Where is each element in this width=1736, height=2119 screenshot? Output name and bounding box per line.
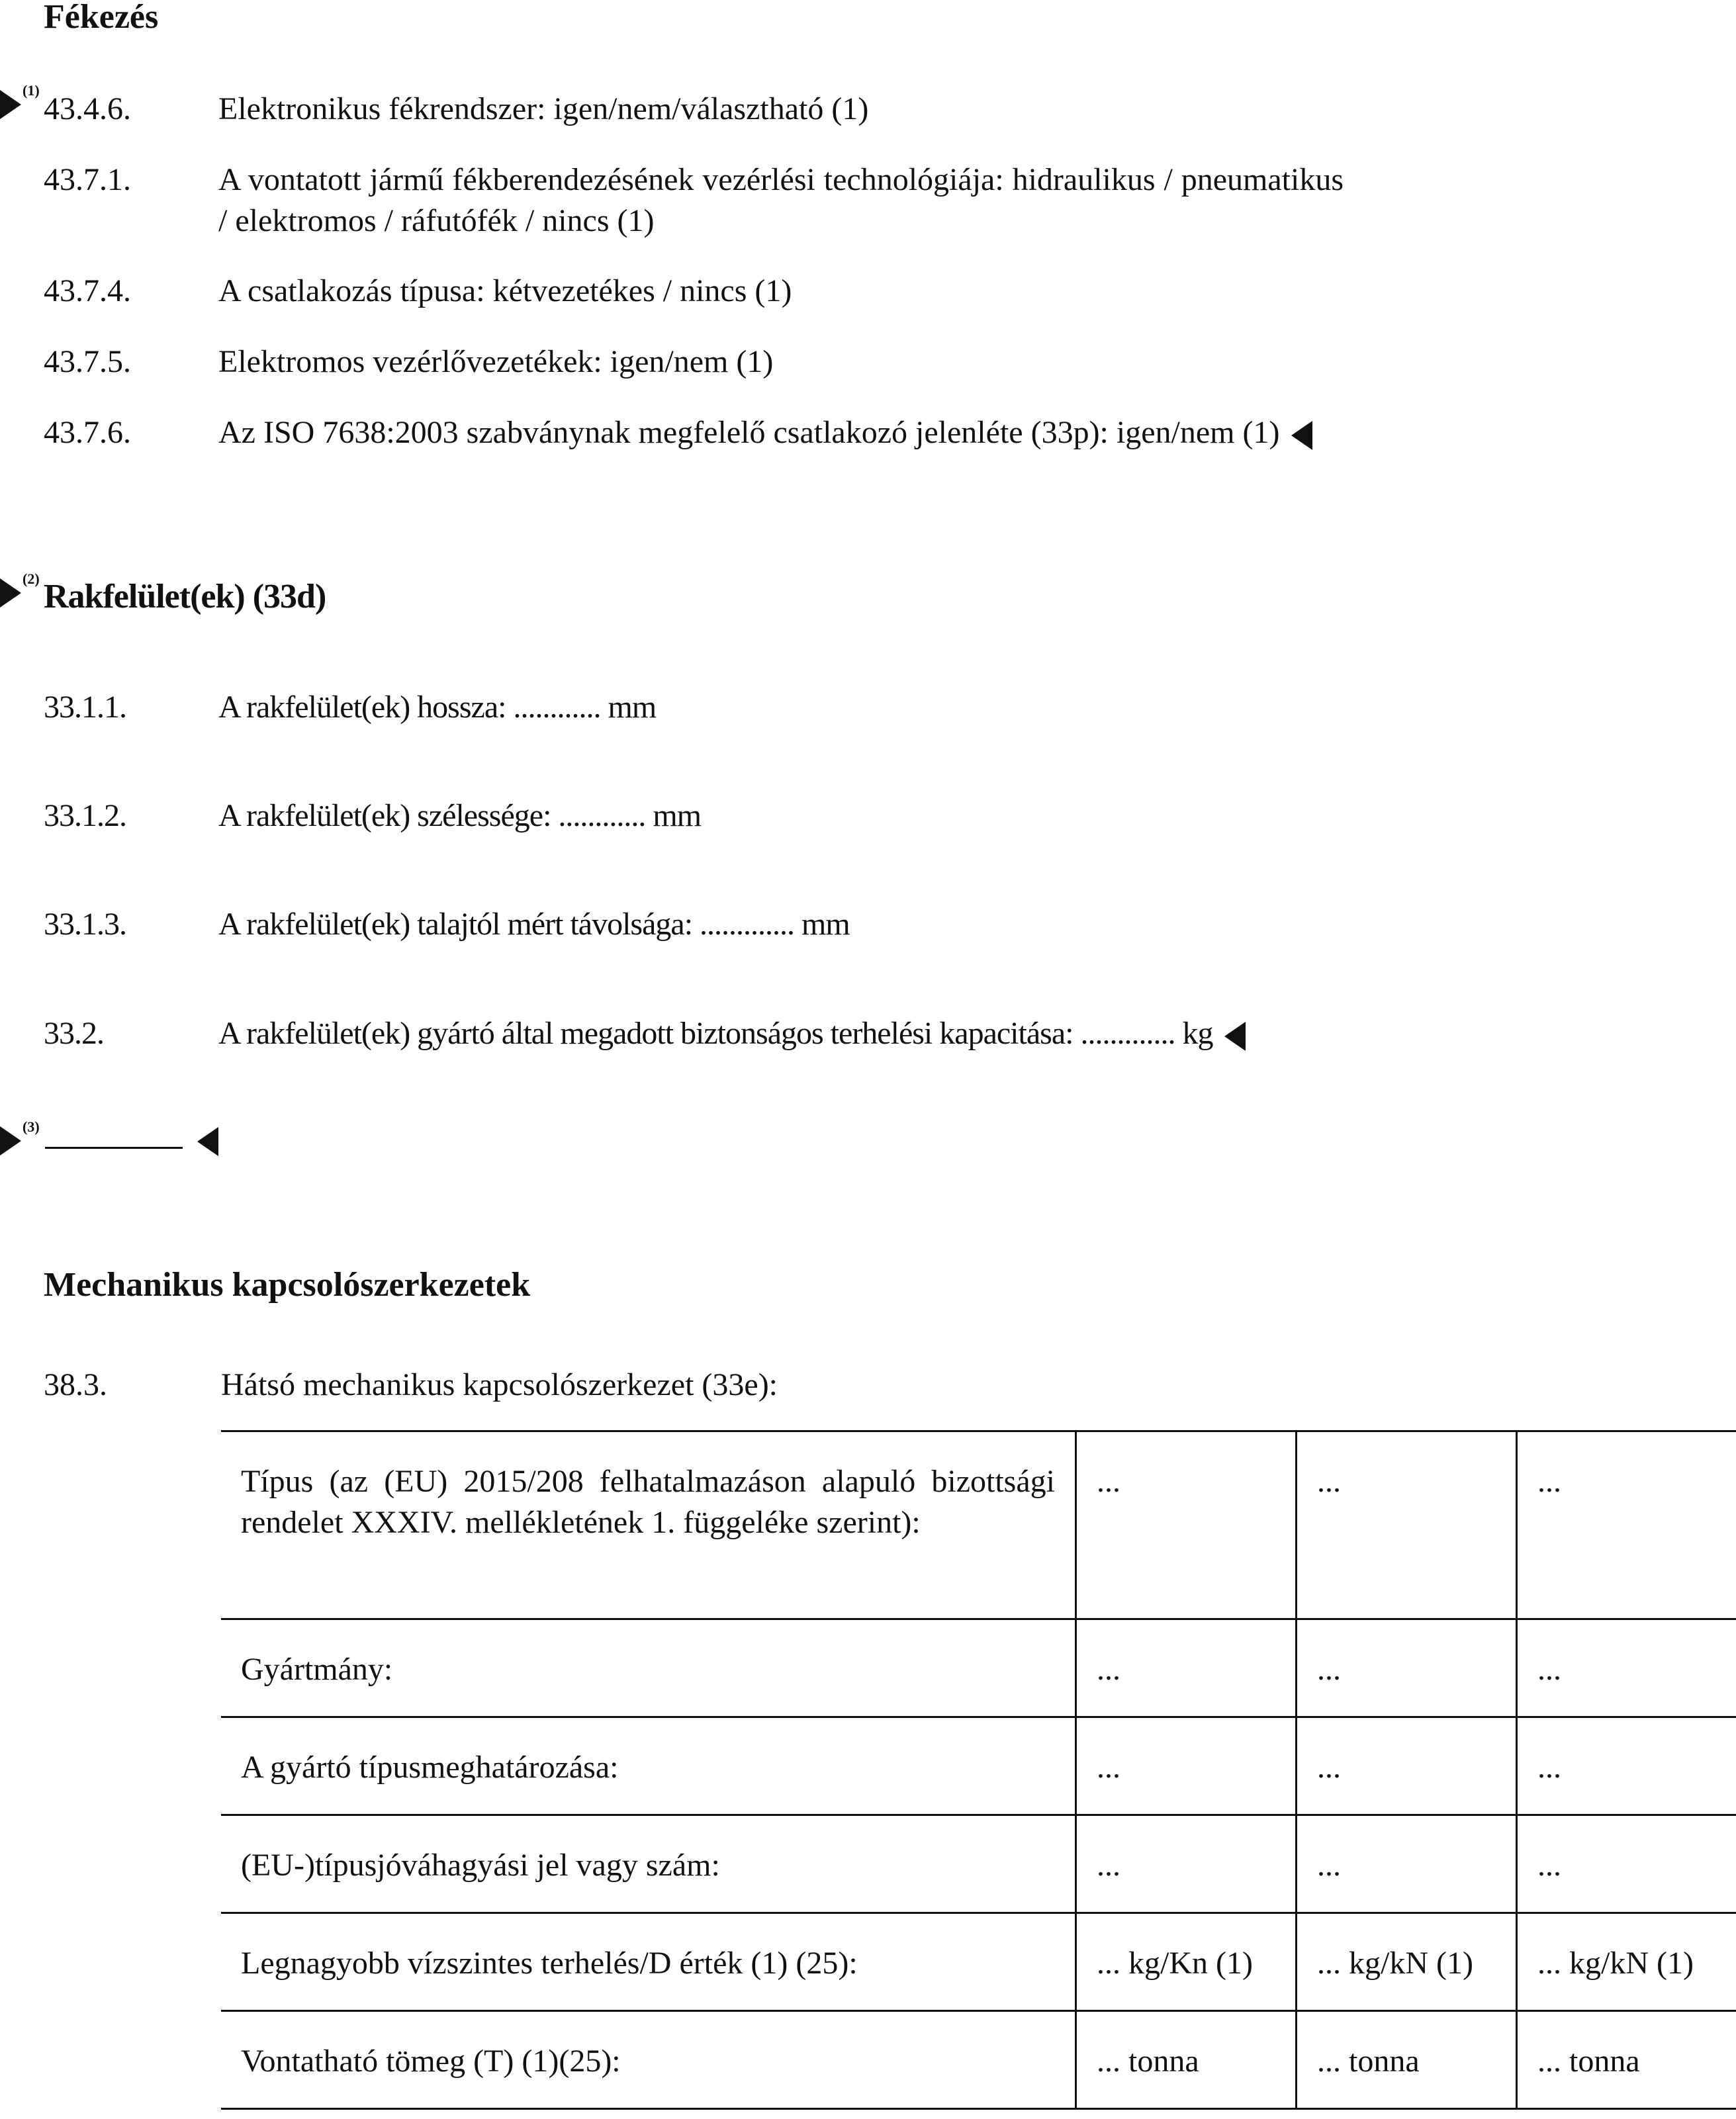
item-text: A rakfelület(ek) szélessége: ............ mm — [218, 798, 702, 833]
amendment-start-arrow-icon — [0, 578, 21, 608]
item-number: 43.7.4. — [44, 273, 131, 308]
table-cell-value: ... — [1076, 1431, 1297, 1619]
table-cell-value: ... — [1517, 1717, 1736, 1815]
item-text: Hátsó mechanikus kapcsolószerkezet (33e): — [221, 1367, 778, 1402]
table-cell-value: ... kg/Kn (1) — [1076, 1913, 1297, 2011]
item-number: 43.7.1. — [44, 162, 131, 197]
item-text: A rakfelület(ek) gyártó által megadott biztonságos terhelési kapacitása: ............. kg — [218, 1016, 1213, 1051]
coupling-table — [221, 1430, 1736, 2110]
table-cell-value: ... tonna — [1297, 2011, 1517, 2109]
item-number: 33.1.2. — [44, 798, 126, 833]
table-cell-label: Legnagyobb vízszintes terhelés/D érték (1) (25): — [221, 1913, 1076, 2011]
table-cell-value: ... kg/kN (1) — [1297, 1913, 1517, 2011]
amendment-end-marker — [197, 1127, 218, 1156]
table-cell-value: ... — [1517, 1431, 1736, 1619]
table-cell-value: ... — [1076, 1619, 1297, 1717]
table-cell-value: ... — [1076, 1815, 1297, 1913]
amendment-start-arrow-icon — [0, 1126, 21, 1155]
braking-heading: Fékezés — [44, 0, 159, 36]
table-cell-value: ... — [1297, 1431, 1517, 1619]
table-cell-value: ... — [1517, 1815, 1736, 1913]
item-number: 33.1.1. — [44, 690, 126, 725]
table-cell-value: ... tonna — [1076, 2011, 1297, 2109]
table-cell-value: ... — [1517, 1619, 1736, 1717]
item-number: 43.7.5. — [44, 344, 131, 379]
item-text: Az ISO 7638:2003 szabványnak megfelelő csatlakozó jelenléte (33p): igen/nem (1) — [218, 415, 1280, 450]
amendment-end-arrow-icon — [1291, 421, 1312, 450]
amendment-marker-3 — [0, 1118, 40, 1162]
table-cell-value: ... — [1297, 1717, 1517, 1815]
item-number: 38.3. — [44, 1367, 107, 1402]
table-cell-label: Gyártmány: — [221, 1619, 1076, 1717]
table-cell-value: ... — [1297, 1619, 1517, 1717]
marker-label: (2) — [23, 570, 40, 587]
marker-label: (1) — [23, 82, 40, 99]
item-text: Elektronikus fékrendszer: igen/nem/választható (1) — [218, 91, 869, 126]
table-cell-value: ... kg/kN (1) — [1517, 1913, 1736, 2011]
table-cell-label: Típus (az (EU) 2015/208 felhatalmazáson alapuló bizottsági rendelet XXXIV. mellékletének 1. függeléke szerint): — [221, 1431, 1076, 1619]
marker-label: (3) — [23, 1118, 40, 1135]
item-text: A vontatott jármű fékberendezésének vezérlési technológiája: hidraulikus / pneumatikus / elektromos / ráfutófék / nincs (1) — [218, 162, 1344, 238]
table-row — [221, 2011, 1736, 2109]
item-number: 33.1.3. — [44, 907, 126, 942]
table-cell-label: A gyártó típusmeghatározása: — [221, 1717, 1076, 1815]
item-text: Elektromos vezérlővezetékek: igen/nem (1) — [218, 344, 774, 379]
table-row — [221, 1913, 1736, 2011]
amendment-marker-2 — [0, 570, 40, 613]
amendment-end-arrow-icon — [197, 1127, 218, 1156]
table-cell-value: ... — [1076, 1717, 1297, 1815]
table-row — [221, 1815, 1736, 1913]
table-row — [221, 1717, 1736, 1815]
item-text-with-end-marker — [218, 1013, 1246, 1054]
amendment-marker-1 — [0, 82, 40, 126]
item-number: 43.4.6. — [44, 91, 131, 126]
table-cell-label: Vontatható tömeg (T) (1)(25): — [221, 2011, 1076, 2109]
table-cell-value: ... tonna — [1517, 2011, 1736, 2109]
table-row — [221, 1431, 1736, 1619]
item-text: A rakfelület(ek) talajtól mért távolsága: ............. mm — [218, 907, 850, 942]
table-cell-value: ... — [1297, 1815, 1517, 1913]
item-text: A csatlakozás típusa: kétvezetékes / nincs (1) — [218, 273, 792, 308]
coupling-heading: Mechanikus kapcsolószerkezetek — [44, 1266, 531, 1304]
item-number: 33.2. — [44, 1016, 104, 1051]
amendment-start-arrow-icon — [0, 90, 21, 119]
table-cell-label: (EU-)típusjóváhagyási jel vagy szám: — [221, 1815, 1076, 1913]
amendment-end-arrow-icon — [1224, 1022, 1246, 1051]
item-text: A rakfelület(ek) hossza: ............ mm — [218, 690, 657, 725]
table-row — [221, 1619, 1736, 1717]
item-number: 43.7.6. — [44, 415, 131, 450]
item-text-with-end-marker — [218, 412, 1312, 453]
load-platform-heading: Rakfelület(ek) (33d) — [44, 578, 326, 615]
deleted-text-rule — [45, 1147, 183, 1149]
